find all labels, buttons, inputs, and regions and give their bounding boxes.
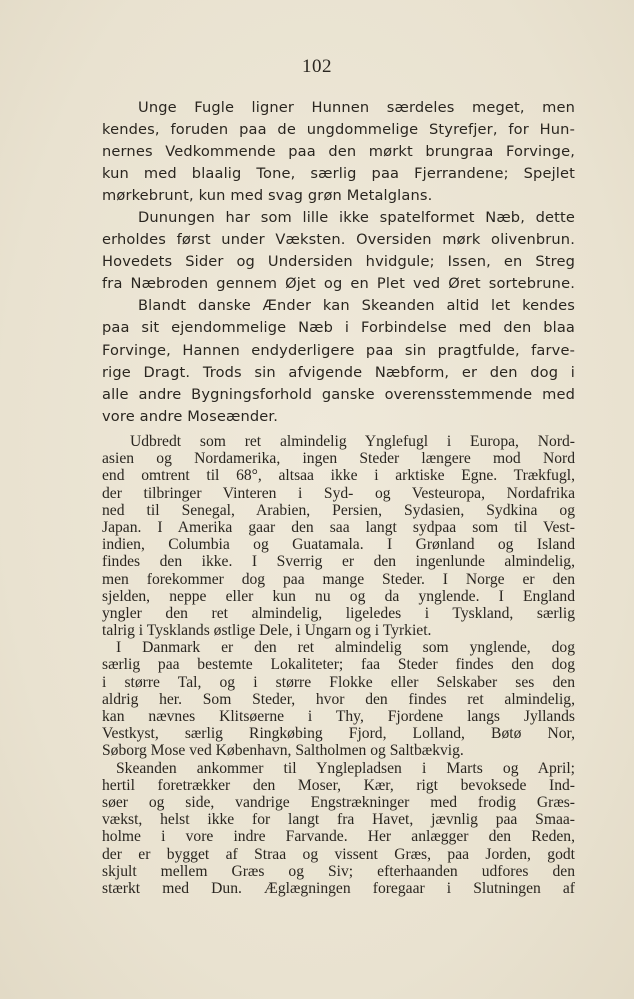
text-line: hertil foretrækker den Moser, Kær, rigt bevoksede Ind- xyxy=(102,776,575,794)
text-line: Blandt danske Ænder kan Skeanden altid let kendes xyxy=(138,297,575,315)
text-line: Forvinge, Hannen endyderligere paa sin pragtfulde, farve- xyxy=(102,341,575,359)
text-line: erholdes først under Væksten. Oversiden mørk olivenbrun. xyxy=(102,231,575,249)
text-line: i større Tal, og i større Flokke eller Selskaber ses den xyxy=(102,673,575,691)
text-line: asien og Nordamerika, ingen Steder længere mod Nord xyxy=(102,450,575,468)
text-line: Dunungen har som lille ikke spatelformet Næb, dette xyxy=(138,209,575,227)
text-line: end omtrent til 68°, altsaa ikke i arktiske Egne. Trækfugl, xyxy=(102,467,575,485)
text-line: kan nævnes Klitsøerne i Thy, Fjordene langs Jyllands xyxy=(102,708,575,725)
text-line: findes den ikke. I Sverrig er den ingenlunde almindelig, xyxy=(102,553,575,571)
text-line: ned til Senegal, Arabien, Persien, Sydasien, Sydkina og xyxy=(102,501,575,519)
text-line: rige Dragt. Trods sin afvigende Næbform, er den dog i xyxy=(102,363,575,381)
text-line: Vestkyst, særlig Ringkøbing Fjord, Lolland, Bøtø Nor, xyxy=(102,725,575,743)
text-line: kun med blaalig Tone, særlig paa Fjerrandene; Spejlet xyxy=(102,165,575,183)
text-block-primary xyxy=(102,97,575,428)
text-line: Skeanden ankommer til Ynglepladsen i Marts og April; xyxy=(116,759,575,777)
text-line: skjult mellem Græs og Siv; efterhaanden udfores den xyxy=(102,862,575,880)
text-line: nernes Vedkommende paa den mørkt brungraa Forvinge, xyxy=(102,143,575,161)
text-line: Hovedets Sider og Undersiden hvidgule; Issen, en Streg xyxy=(102,253,575,271)
text-line: I Danmark er den ret almindelig som ynglende, dog xyxy=(116,639,575,657)
text-line: vore andre Moseænder. xyxy=(102,407,278,425)
text-line: kendes, foruden paa de ungdommelige Styrefjer, for Hun- xyxy=(102,121,575,139)
text-line: Unge Fugle ligner Hunnen særdeles meget, men xyxy=(138,99,575,116)
text-line: men forekommer dog paa mange Steder. I Norge er den xyxy=(102,570,575,588)
text-line: mørkebrunt, kun med svag grøn Metalglans. xyxy=(102,187,433,205)
text-line: Japan. I Amerika gaar den saa langt sydpaa som til Vest- xyxy=(102,518,575,536)
text-block-secondary xyxy=(102,433,575,897)
text-line: aldrig her. Som Steder, hvor den findes ret almindelig, xyxy=(102,690,575,708)
text-line: alle andre Bygningsforhold ganske overensstemmende med xyxy=(102,385,575,403)
text-line: holme i vore indre Farvande. Her anlægger den Reden, xyxy=(102,828,575,846)
text-line: vækst, helst ikke for langt fra Havet, jævnlig paa Smaa- xyxy=(102,811,575,829)
text-line: stærkt med Dun. Æglægningen foregaar i Slutningen af xyxy=(102,879,575,897)
page-number: 102 xyxy=(302,56,332,77)
text-line: Søborg Mose ved København, Saltholmen og Saltbækvig. xyxy=(102,742,464,760)
text-line: fra Næbroden gennem Øjet og en Plet ved Øret sortebrune. xyxy=(102,275,575,293)
text-line: Udbredt som ret almindelig Ynglefugl i Europa, Nord- xyxy=(130,433,575,450)
text-line: talrig i Tysklands østlige Dele, i Ungarn og i Tyrkiet. xyxy=(102,622,432,640)
text-line: søer og side, vandrige Engstrækninger med frodig Græs- xyxy=(102,793,575,811)
text-line: paa sit ejendommelige Næb i Forbindelse med den blaa xyxy=(102,319,575,337)
text-line: sjelden, neppe eller kun nu og da ynglende. I England xyxy=(102,587,575,605)
text-line: der tilbringer Vinteren i Syd- og Vesteuropa, Nordafrika xyxy=(102,484,575,502)
text-line: der er bygget af Straa og vissent Græs, paa Jorden, godt xyxy=(102,845,575,863)
text-line: særlig paa bestemte Lokaliteter; faa Steder findes den dog xyxy=(102,656,575,674)
text-line: yngler den ret almindelig, ligeledes i Tyskland, særlig xyxy=(102,604,575,622)
text-line: indien, Columbia og Guatamala. I Grønland og Island xyxy=(102,536,575,554)
